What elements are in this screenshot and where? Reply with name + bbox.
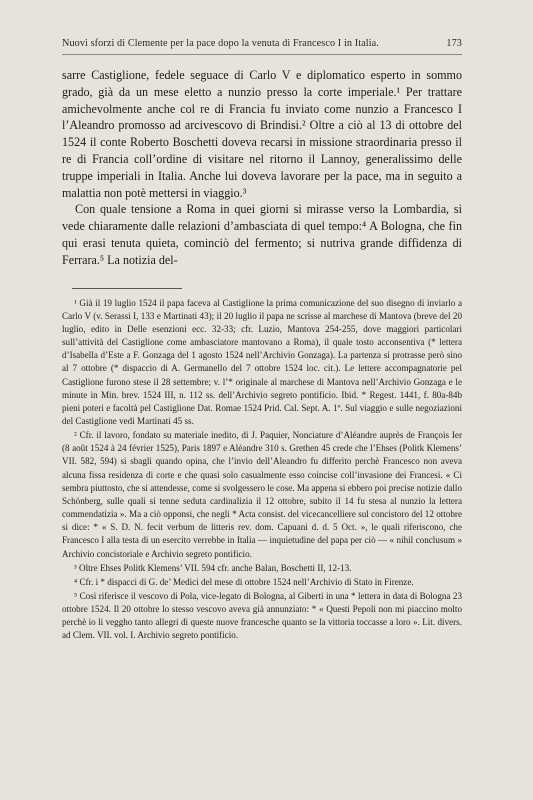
footnote-separator	[72, 288, 182, 289]
footnote: ³ Oltre Ehses Politk Klemens’ VII. 594 cfr. anche Balan, Boschetti II, 12-13.	[74, 562, 352, 573]
footnotes	[62, 297, 462, 643]
paragraph: Con quale tensione a Roma in quei giorni si mirasse verso la Lombardia, si vede chiaramente dalle relazioni d’ambasciata di quel tempo:⁴ A Bologna, che fin qui erasi tenuta quieta, cominciò del fermento; si nutriva grande diffidenza di Ferrara.⁵ La notizia del-	[62, 202, 462, 267]
page-number: 173	[446, 38, 462, 49]
running-title: Nuovi sforzi di Clemente per la pace dopo la venuta di Francesco I in Italia.	[62, 38, 379, 49]
page-content	[62, 38, 462, 643]
footnote: ¹ Già il 19 luglio 1524 il papa faceva al Castiglione la prima comunicazione del suo disegno di inviarlo a Carlo V (v. Serassi I, 133 e Martinati 43); il 20 luglio il papa ne scrisse al marchese di Mantova (breve del 20 luglio, edito in Delle esenzioni ecc. 32-33; cfr. Luzio, Mantova 254-255, dove maggiori particolari sull’attività del Castiglione come ambasciatore mantovano a Roma), il quale tosto acconsentiva (* lettera d’Isabella d’Este a F. Gonzaga del 1 agosto 1524 nell’Archivio Gonzaga). La partenza si protrasse però sino al 7 ottobre (* dispaccio di A. Germanello del 7 ottobre 1524 loc. cit.). Le lettere accompagnatorie pel Castiglione furono stese il 28 settembre; v. l’* originale al marchese di Mantova nell’Archivio Gonzaga e le minute in Min. brev. 1524 III, n. 112 ss. dell’Archivio segreto pontificio. Ibid. * Regest. 1441, f. 80a-84b pieni poteri e facoltà pel Castiglione Dat. Romae 1524 Prid. Cal. Sept. A. 1º. Sul viaggio e sulle negoziazioni del Castiglione vedi Martinati 45 ss.	[62, 297, 462, 426]
main-text	[62, 67, 462, 269]
paragraph: sarre Castiglione, fedele seguace di Carlo V e diplomatico esperto in sommo grado, già da un mese eletto a nunzio presso la corte imperiale.¹ Per trattare amichevolmente anche col re di Francia fu inviato come nunzio a Francesco I l’Aleandro promosso ad arcivescovo di Brindisi.² Oltre a ciò al 13 di ottobre del 1524 il conte Roberto Boschetti doveva recarsi in missione straordinaria presso il re di Francia coll’ordine di visitare nel ritorno il Lannoy, generalissimo delle truppe imperiali in Italia. Anche lui doveva lavorare per la pace, ma in seguito a malattia non potè mettersi in viaggio.³	[62, 68, 462, 200]
footnote: ⁴ Cfr. i * dispacci di G. de’ Medici del mese di ottobre 1524 nell’Archivio di Stato in Firenze.	[74, 576, 414, 587]
running-header	[62, 38, 462, 55]
footnote: ⁵ Così riferisce il vescovo di Pola, vice-legato di Bologna, al Giberti in una * lettera in data di Bologna 23 ottobre 1524. Il 20 ottobre lo stesso vescovo aveva già annunziato: * « Questi Pepoli non mi piaccino molto perchè io li veggho tanto allegri di queste nuove francesche quanto se la vittoria toccasse a loro ». Lit. divers. ad Clem. VII. vol. I. Archivio segreto pontificio.	[62, 591, 462, 641]
footnote: ² Cfr. il lavoro, fondato su materiale inedito, di J. Paquier, Nonciature d’Aléandre auprès de François Ier (8 août 1524 à 24 février 1525), Paris 1897 e Aléandre 310 s. Grethen 45 crede che l’Ehses (Politk Klemens’ VII. 582, 594) si sbagli quando opina, che l’invio dell’Aleandro fu differito perchè Francesco non aveva alcuna fissa residenza di corte e che quasi solo casualmente esso coincise coll’invasione dei Francesi. « Ci sembra piuttosto, che si attendesse, come si svolgessero le cose. Ma appena si ebbero poi precise notizie dallo Schönberg, sulle quali si tenne seduta cardinalizia il 12 ottobre, subito il 14 fu stesa al nunzio la lettera commendatizia ». Ma a ciò opponsi, che negli * Acta consist. del vicecancelliere sul concistoro del 12 ottobre si dice: * « S. D. N. fecit verbum de litteris rev. dom. Capuani d. d. 5 Oct. », le quali riferiscono, che Francesco I alla testa di un esercito verrebbe in Italia — inquietudine del papa per ciò — « nihil conclusum » Archivio concistoriale e Archivio segreto pontificio.	[62, 430, 462, 559]
